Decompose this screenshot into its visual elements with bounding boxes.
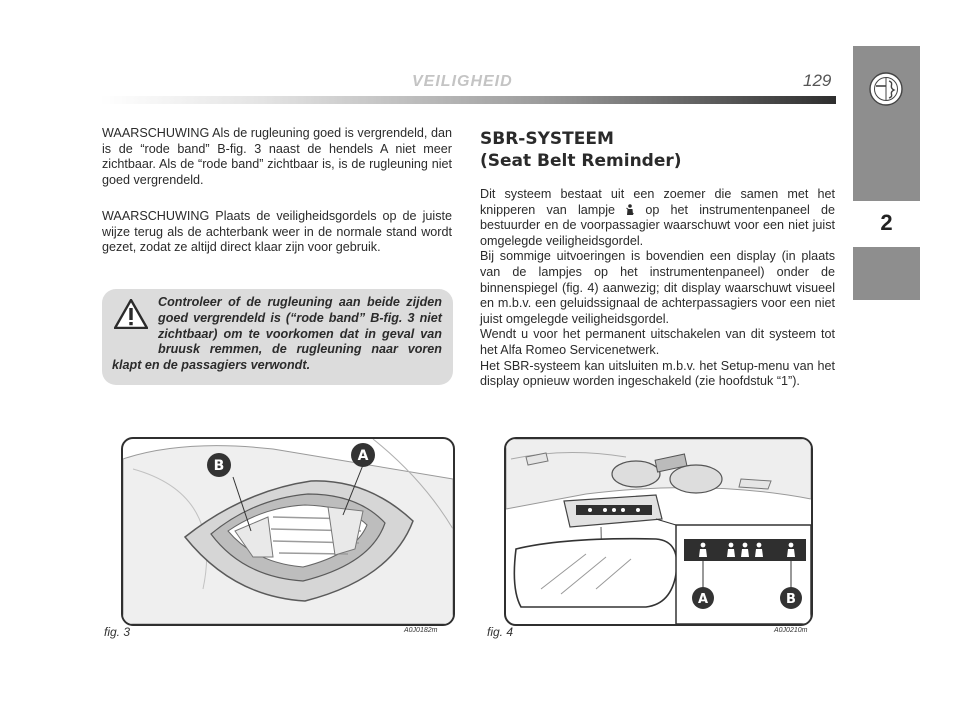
figure-3-label: fig. 3 [104, 625, 131, 639]
header-rule [100, 96, 836, 104]
sbr-body-para-1 [480, 187, 835, 249]
fig3-callout-a: A [357, 448, 369, 464]
sbr-body-para-3: Wendt u voor het permanent uitschakelen van dit systeem tot het Alfa Romeo Servicenetwerk. [480, 327, 835, 357]
warning-paragraph-2: WAARSCHUWING Plaats de veiligheidsgordels op de juiste wijze terug als de achterbank weer in de normale stand wordt gezet, zodat ze altijd direct klaar zijn voor gebruik. [102, 209, 452, 255]
seatbelt-person-icon [626, 204, 634, 215]
figure-4-frame [504, 437, 813, 626]
fig3-callout-b: B [213, 458, 225, 474]
alfa-romeo-logo [869, 72, 903, 106]
warning-paragraph-1: WAARSCHUWING Als de rugleuning goed is vergrendeld, dan is de “rode band” B-fig. 3 naast de hendels A niet meer zichtbaar. Als de “rode band” zichtbaar is, is de rugleuning niet goed vergrendeld. [102, 126, 452, 187]
sbr-body-para-2: Bij sommige uitvoeringen is bovendien een display (in plaats van de lampjes op het instrumentenpaneel) onder de binnenspiegel (fig. 4) aanwezig; dit display waarschuwt visueel en m.b.v. een geluidssignaal de achterpassagiers voor een niet juist omgelegde veiligheidsgordel. [480, 249, 835, 326]
warning-box-text-content: Controleer of de rugleuning aan beide zijden goed vergrendeld is (“rode band” B-fig. 3 niet zichtbaar) om te voorkomen dat in geval van bruusk remmen, de rugleuning naar voren klapt en de passagiers verwondt. [112, 295, 442, 373]
side-tab-bottom [853, 247, 920, 300]
sbr-body-b: op het instrumentenpaneel de bestuurder en de voorpassagier waarschuwt voor een niet juist omgelegde veiligheidsgordel. [480, 202, 835, 248]
page-number: 129 [803, 71, 832, 90]
figure-3-frame [121, 437, 455, 626]
chapter-number[interactable]: 2 [880, 210, 893, 235]
side-tab-top [853, 46, 920, 201]
figure-3-illustration [123, 439, 453, 624]
figure-4-code: A0J0210m [774, 627, 808, 634]
warning-box-text [112, 295, 442, 374]
warning-box [102, 289, 453, 385]
section-title: VEILIGHEID [412, 73, 513, 90]
figure-3-code: A0J0182m [404, 627, 438, 634]
fig4-callout-b: B [786, 592, 796, 607]
sbr-title-line-2: (Seat Belt Reminder) [480, 151, 682, 171]
sbr-title-line-1: SBR-SYSTEEM [480, 129, 614, 149]
figure-4-label: fig. 4 [487, 625, 514, 639]
sbr-body [480, 187, 835, 390]
fig4-callout-a: A [697, 592, 709, 607]
sbr-body-a: Dit systeem bestaat uit een zoemer die samen met het knipperen van lampje [480, 187, 835, 217]
figure-4-illustration [506, 439, 811, 624]
sbr-title [480, 128, 682, 172]
sbr-body-para-4: Het SBR-systeem kan uitsluiten m.b.v. het Setup-menu van het display opnieuw worden ingeschakeld (zie hoofdstuk “1”). [480, 358, 835, 389]
